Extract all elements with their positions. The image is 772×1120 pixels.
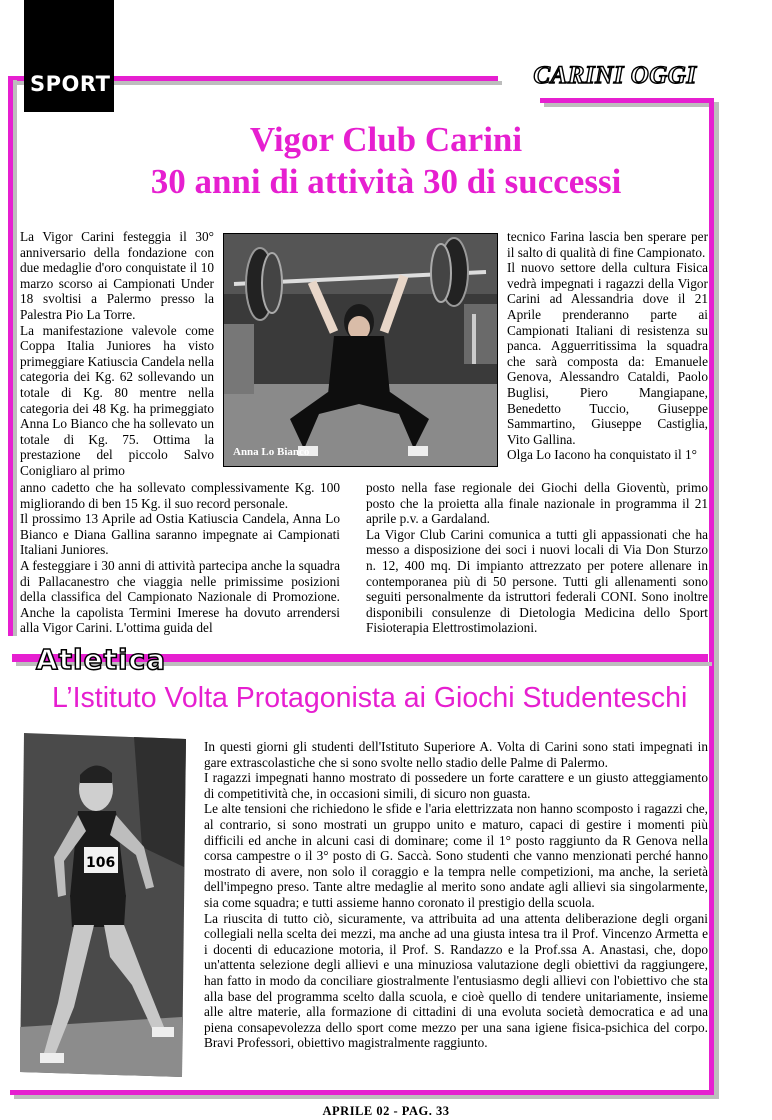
- article1-column-a: [20, 229, 214, 479]
- runner-bib-number: 106: [86, 855, 116, 871]
- article1-column-c: [507, 229, 708, 463]
- paragraph: posto nella fase regionale dei Giochi della Gioventù, primo posto che la proietta alla finale nazionale in programma il 21 aprile p.v. a Gardaland.: [366, 480, 708, 527]
- article2-body: [204, 739, 708, 1051]
- paragraph: anno cadetto che ha sollevato complessivamente Kg. 100 migliorando di ben 15 Kg. il suo record personale.: [20, 480, 340, 511]
- paragraph: Il prossimo 13 Aprile ad Ostia Katiuscia Candela, Anna Lo Bianco e Diana Gallina saranno impegnate ai Campionati Italiani Juniores.: [20, 511, 340, 558]
- paragraph: La riuscita di tutto ciò, sicuramente, va attribuita ad una attenta deliberazione degli organi collegiali nella scelta dei mezzi, ma anche ad una giusta intesa tra il Prof. Vincenzo Armetta e i docenti di educazione motoria, il Prof. S. Randazzo e la Prof.ssa A. Anastasi, che, dopo un'attenta selezione degli allievi e una minuziosa valutazione degli obiettivi da raggiungere, han fatto in modo da conciliare giostralmente l'entusiasmo degli allievi con l'obiettivo che sta alla base del programma scelto dalla scuola, e cioè quello di tendere unitariamente, insieme alle altre materie, alla formazione di cittadini di una evoluta società democratica e ad una piena consapevolezza dello sport come mezzo per una sana igiene fisica-psichica del corpo. Bravi Professori, obiettivo magistralmente raggiunto.: [204, 910, 708, 1051]
- paragraph: La manifestazione valevole come Coppa Italia Juniores ha visto primeggiare Katiuscia Candela nella categoria dei Kg. 62 sollevando un totale di Kg. 80 mentre nella categoria dei 48 Kg. ha primeggiato Anna Lo Bianco che ha sollevato un totale di Kg. 75. Ottima la prestazione del piccolo Salvo Conigliaro al primo: [20, 322, 214, 478]
- paragraph: La Vigor Club Carini comunica a tutti gli appassionati che ha messo a disposizione dei soci i nuovi locali di Via Don Sturzo n. 12, 400 mq. Di impianto attrezzato per potere allenare in contemporanea più di 50 persone. Tutti gli allenamenti sono seguiti personalmente da istruttori federali CONI. Sono inoltre disponibili consulenze di Dietologia Medicina dello Sport Fisioterapia Elettrostimolazioni.: [366, 526, 708, 636]
- section-label-atletica: Atletica: [36, 643, 167, 676]
- article1-column-d: [366, 480, 708, 636]
- headline-line-1: Vigor Club Carini: [249, 120, 523, 159]
- frame-right-bar-shadow: [714, 102, 719, 1096]
- weightlifter-illustration: [224, 234, 497, 466]
- runner-illustration: [14, 727, 190, 1083]
- section-tab-label: SPORT: [30, 72, 111, 96]
- paragraph: A festeggiare i 30 anni di attività partecipa anche la squadra di Pallacanestro che viaggia nelle primissime posizioni della classifica del Campionato Nazionale di Promozione. Anche la capolista Termini Imerese ha dovuto arrendersi alla Vigor Carini. L'ottima guida del: [20, 557, 340, 636]
- headline-line-2: 30 anni di attività 30 di successi: [150, 162, 622, 201]
- article2-title: L’Istituto Volta Protagonista ai Giochi Studenteschi: [52, 682, 688, 714]
- paragraph: Le alte tensioni che richiedono le sfide e l'aria elettrizzata non hanno scomposto i ragazzi che, al contrario, si sono mostrati un gruppo unito e maturo, capaci di gestire i momenti più difficili ed anche in alcuni casi di dominare; come il 1° posto raggiunto da R Genova nella corsa campestre o il 3° posto di G. Saccà. Sono studenti che vanno menzionati perché hanno mostrato di avere, non solo il coraggio e la tempra nelle competizioni, ma anche, la serietà dell'impegno preso. Tante altre medaglie al merito sono andate agli allievi sia singolarmente, sia come squadra; e tutti assieme hanno coronato il prestigio della scuola.: [204, 801, 708, 910]
- paragraph: I ragazzi impegnati hanno mostrato di possedere un forte carattere e un giusto atteggiamento di competitività che, in occasioni simili, di sicuro non guasta.: [204, 770, 708, 801]
- section-tab: [24, 0, 114, 112]
- masthead-logo: CARINI OGGI: [533, 62, 697, 89]
- runner-photo: [14, 727, 190, 1083]
- page-footer: APRILE 02 - PAG. 33: [322, 1104, 450, 1118]
- paragraph: tecnico Farina lascia ben sperare per il salto di qualità di fine Campionato.: [507, 229, 708, 260]
- article1-column-b: [20, 480, 340, 636]
- photo-caption: Anna Lo Bianco: [233, 446, 310, 458]
- paragraph: In questi giorni gli studenti dell'Istituto Superiore A. Volta di Carini sono stati impegnati in gare extrascolastiche che si sono svolte nello stadio delle Palme di Palermo.: [204, 739, 708, 770]
- frame-top-right-bar-shadow: [544, 103, 718, 107]
- paragraph: Il nuovo settore della cultura Fisica vedrà impegnati i ragazzi della Vigor Carini ad Alessandria dove il 21 Aprile prenderanno parte ai Campionati Italiani di resistenza su panca. Agguerritissima la squadra che sarà composta da: Emanuele Genova, Alessandro Cataldi, Paolo Buglisi, Piero Mangiapane, Benedetto Tuccio, Giuseppe Sammartino, Giuseppe Castiglia, Vito Gallina.: [507, 260, 708, 447]
- frame-bottom-bar-shadow: [14, 1095, 719, 1099]
- paragraph: La Vigor Carini festeggia il 30° anniversario della fondazione con due medaglie d'oro conquistate il 10 marzo scorso ai Campionati Under 18 svoltisi a Palermo presso la Palestra Pio La Torre.: [20, 229, 214, 322]
- paragraph: Olga Lo Iacono ha conquistato il 1°: [507, 447, 697, 463]
- weightlifter-photo: [223, 233, 498, 467]
